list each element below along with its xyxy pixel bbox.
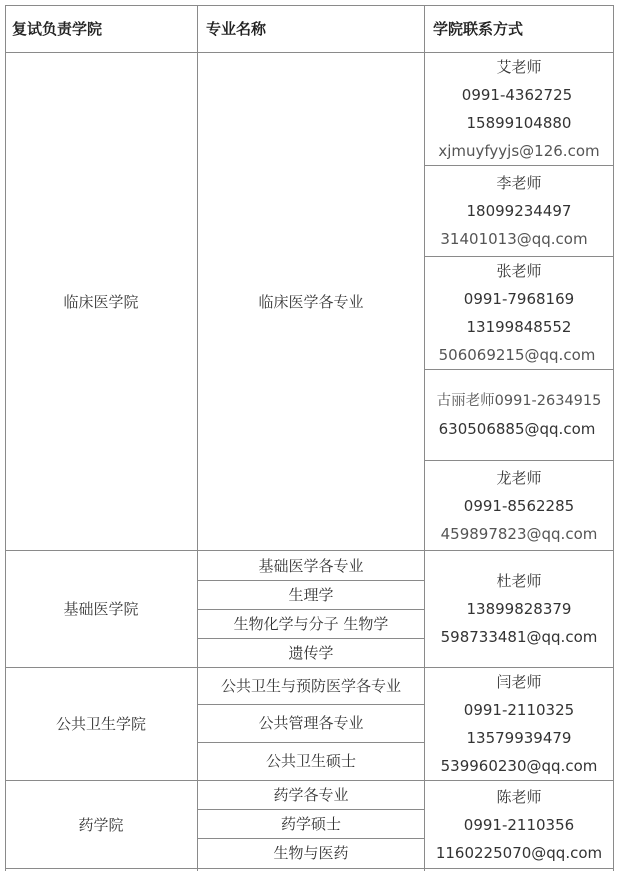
major-name: 基础医学各专业 [258, 557, 364, 575]
contact-phone: 0991-2110325 [463, 701, 575, 719]
major-name: 生物化学与分子 生物学 [233, 615, 389, 633]
contact-name: 闫老师 [496, 673, 542, 691]
contact-phone: 0991-4362725 [461, 86, 573, 104]
contact-phone: 13199848552 [466, 318, 572, 336]
contact-phone: 13899828379 [466, 600, 572, 618]
contact-name: 张老师 [496, 262, 542, 280]
contact-name: 李老师 [496, 174, 542, 192]
contact-email[interactable]: 1160225070@qq.com [435, 844, 603, 862]
college-name: 药学院 [78, 816, 124, 834]
contact-phone: 0991-2110356 [463, 816, 575, 834]
major-column [197, 0, 425, 871]
contact-name: 杜老师 [496, 572, 542, 590]
college-name: 基础医学院 [63, 600, 139, 618]
college-name: 公共卫生学院 [55, 715, 146, 733]
contact-name: 陈老师 [496, 788, 542, 806]
major-name: 药学硕士 [280, 815, 341, 833]
college-name: 临床医学院 [63, 293, 139, 311]
major-name: 临床医学各专业 [258, 293, 364, 311]
contact-email[interactable]: 31401013@qq.com [440, 230, 588, 248]
contact-phone: 18099234497 [466, 202, 572, 220]
major-name: 公共管理各专业 [258, 714, 364, 732]
contact-name: 龙老师 [496, 469, 542, 487]
major-name: 生物与医药 [273, 844, 349, 862]
college-column [5, 0, 197, 871]
major-name: 生理学 [288, 586, 334, 604]
contact-name: 艾老师 [496, 58, 542, 76]
contact-email[interactable]: 630506885@qq.com [438, 420, 596, 438]
contact-email[interactable]: xjmuyfyyjs@126.com [438, 142, 600, 160]
contact-phone: 13579939479 [466, 729, 572, 747]
major-name: 药学各专业 [273, 786, 349, 804]
contact-email[interactable]: 459897823@qq.com [440, 525, 598, 543]
major-name: 公共卫生硕士 [265, 752, 356, 770]
contact-email[interactable]: 539960230@qq.com [440, 757, 598, 775]
contact-email[interactable]: 506069215@qq.com [438, 346, 596, 364]
contact-email[interactable]: 598733481@qq.com [440, 628, 598, 646]
contact-phone: 15899104880 [466, 114, 572, 132]
contact-phone: 0991-8562285 [463, 497, 575, 515]
major-name: 公共卫生与预防医学各专业 [220, 677, 401, 695]
column-header-major: 专业名称 [206, 20, 267, 38]
contact-name-phone: 古丽老师0991-2634915 [436, 393, 602, 409]
contact-column [424, 0, 614, 871]
column-header-contact: 学院联系方式 [433, 20, 524, 38]
contact-phone: 0991-7968169 [463, 290, 575, 308]
major-name: 遗传学 [288, 644, 334, 662]
column-header-college: 复试负责学院 [12, 20, 103, 38]
